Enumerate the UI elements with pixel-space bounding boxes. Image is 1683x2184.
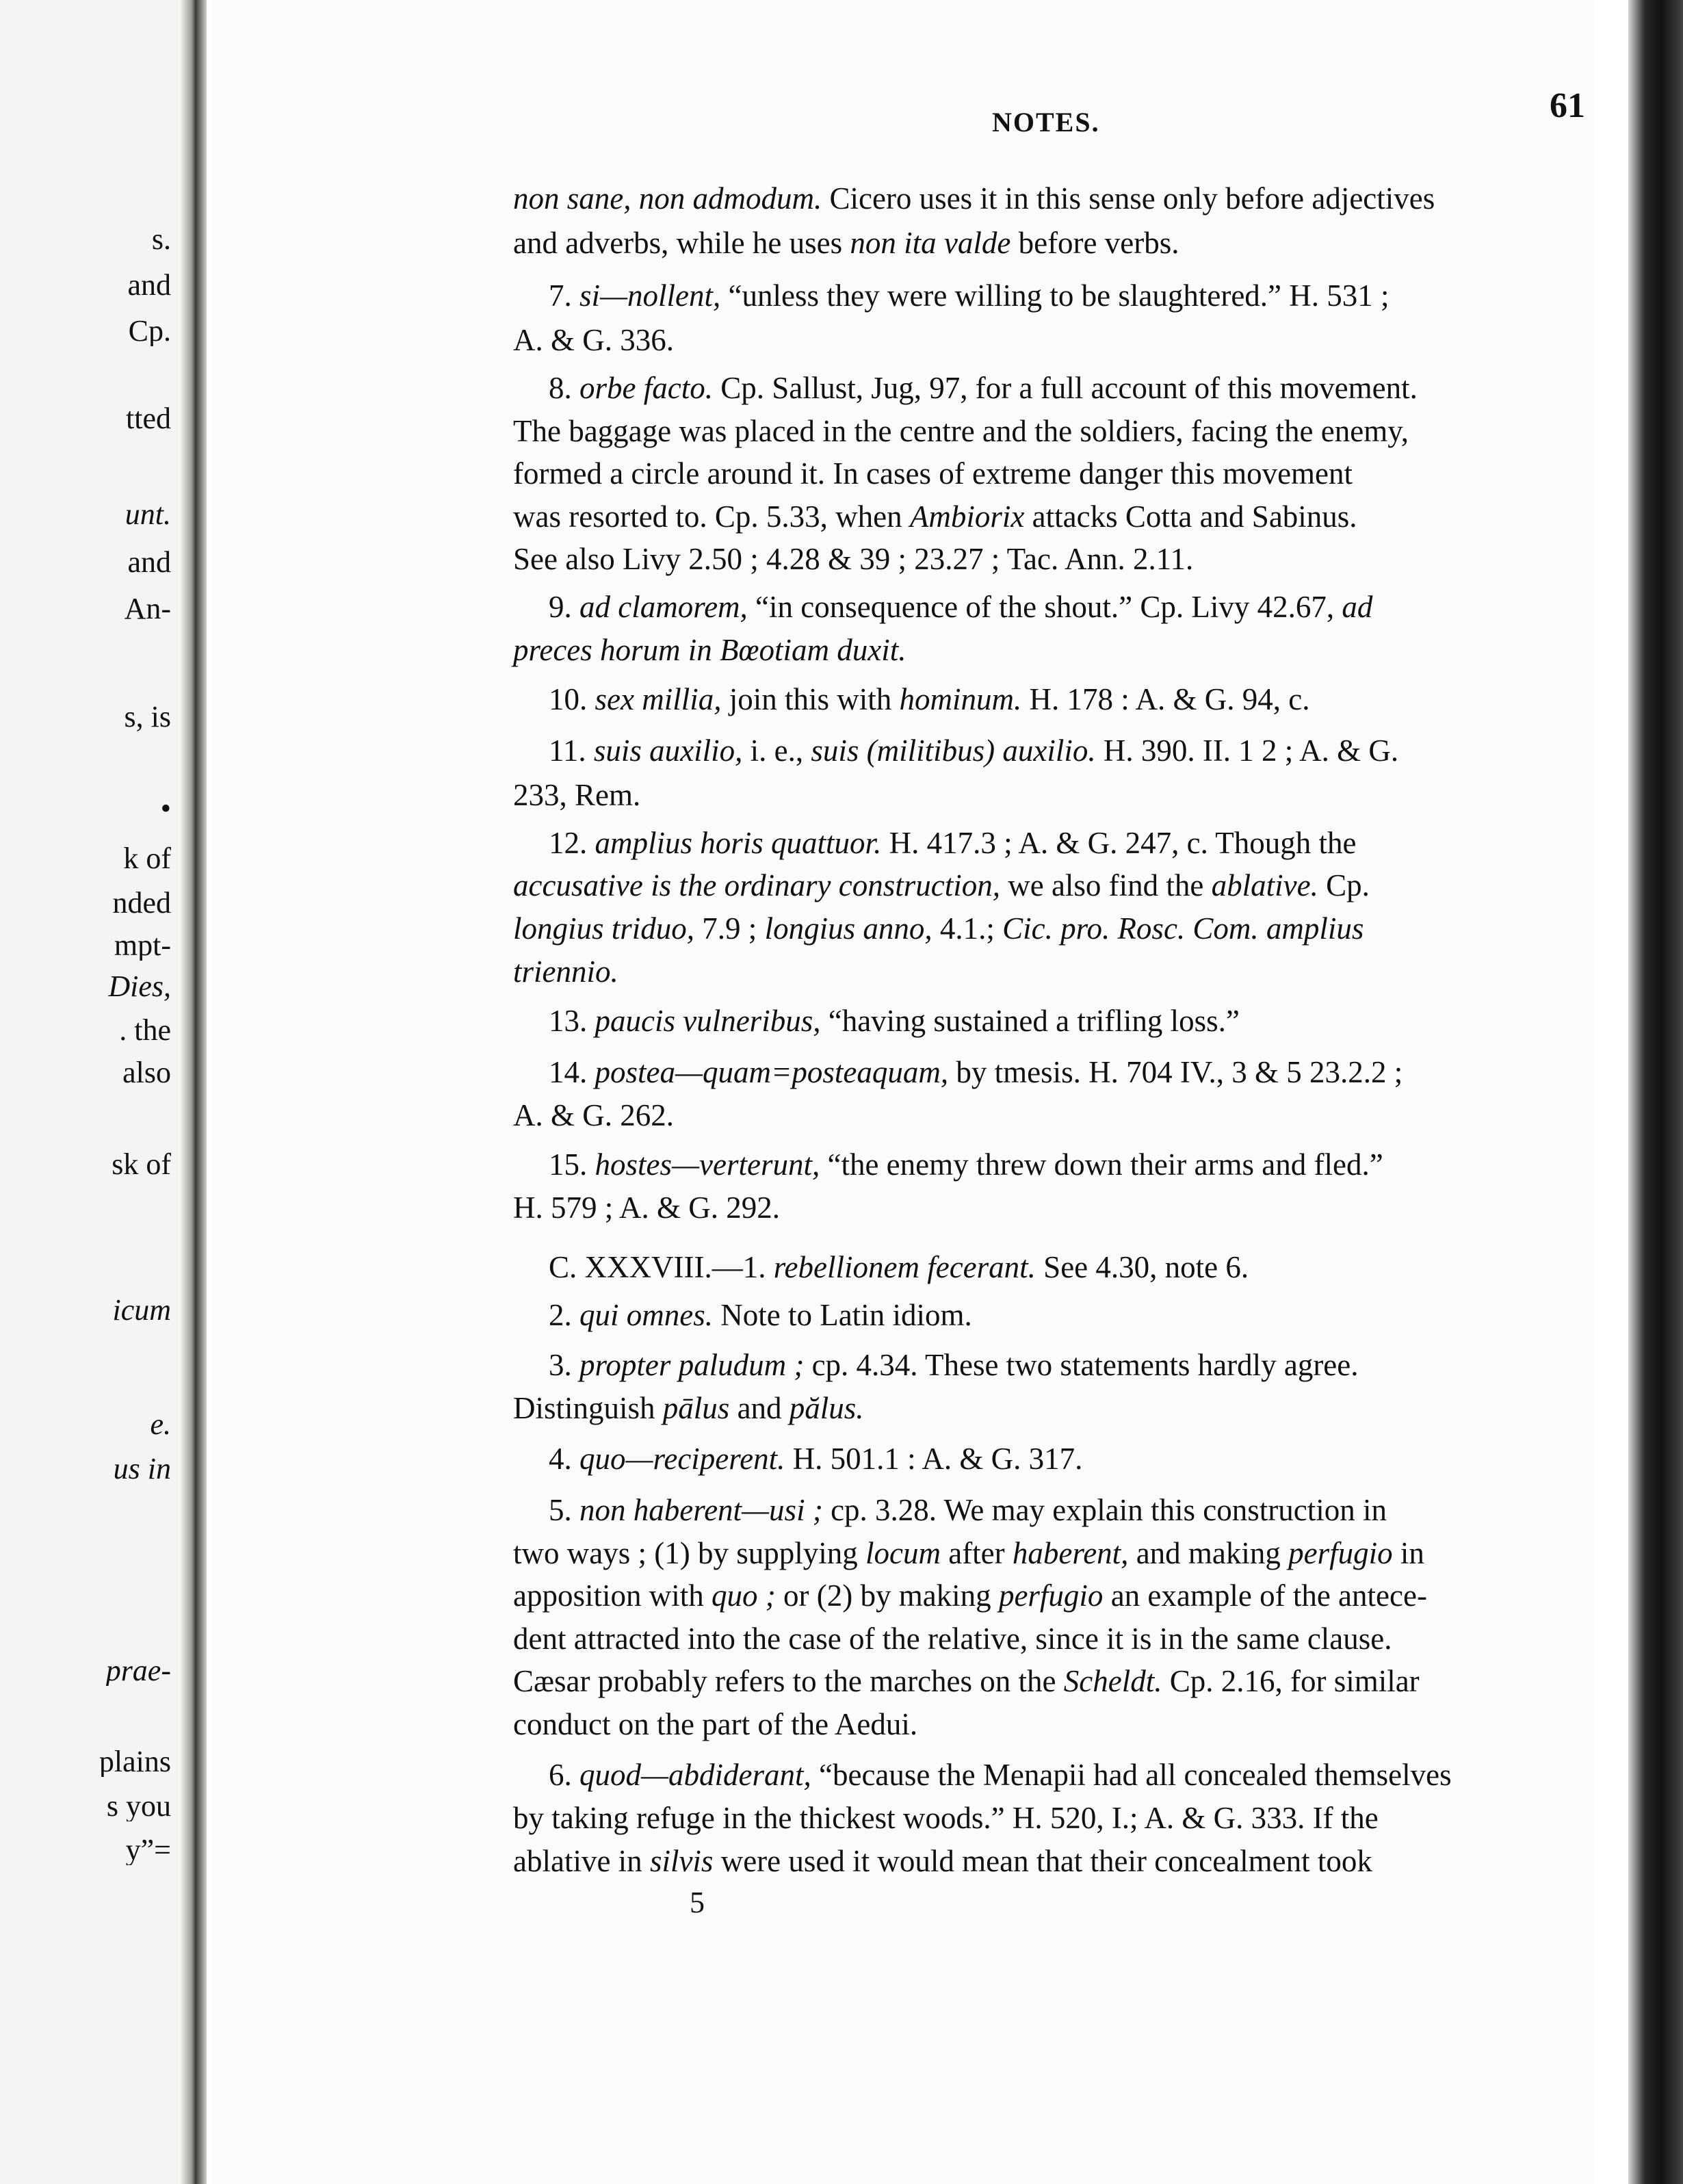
italic-span: accusative is the ordinary construction, bbox=[513, 868, 1000, 902]
text-line bbox=[549, 1350, 1359, 1381]
italic-span: quo—reciperent. bbox=[579, 1442, 785, 1476]
italic-span: silvis bbox=[649, 1844, 714, 1878]
italic-span: perfugio bbox=[998, 1578, 1104, 1613]
italic-span: rebellionem fecerant. bbox=[773, 1250, 1036, 1284]
left-page-fragment: An- bbox=[124, 594, 171, 624]
text-span: “having sustained a trifling loss.” bbox=[820, 1004, 1240, 1038]
text-span: 11. bbox=[549, 733, 594, 768]
text-span: by tmesis. H. 704 IV., 3 & 5 23.2.2 ; bbox=[948, 1055, 1403, 1089]
text-span: H. 501.1 : A. & G. 317. bbox=[785, 1442, 1083, 1476]
text-span: was resorted to. Cp. 5.33, when bbox=[513, 499, 910, 534]
italic-span: quo ; bbox=[712, 1578, 776, 1613]
text-line bbox=[513, 1538, 1424, 1569]
text-line bbox=[549, 278, 1390, 313]
text-span: and bbox=[729, 1391, 790, 1425]
text-span: See also Livy 2.50 ; 4.28 & 39 ; 23.27 ; Tac. Ann. 2.11. bbox=[513, 542, 1194, 576]
text-span: H. 390. II. 1 2 ; A. & G. bbox=[1095, 733, 1399, 768]
text-line bbox=[513, 1709, 917, 1740]
text-span: Note to Latin idiom. bbox=[713, 1298, 972, 1332]
book-gutter bbox=[179, 0, 207, 2184]
text-span: “the enemy threw down their arms and fled.” bbox=[820, 1147, 1383, 1182]
italic-span: qui omnes. bbox=[579, 1298, 713, 1332]
italic-span: preces horum in Bœotiam duxit. bbox=[513, 633, 906, 667]
left-page-fragment: k of bbox=[123, 844, 171, 874]
text-span: 4. bbox=[549, 1442, 579, 1476]
text-line bbox=[549, 1006, 1240, 1037]
italic-span: hostes—verterunt, bbox=[595, 1147, 820, 1182]
text-line bbox=[549, 1149, 1383, 1180]
text-line bbox=[549, 733, 1399, 768]
text-span: Cæsar probably refers to the marches on the bbox=[513, 1664, 1064, 1698]
italic-span: non haberent—usi ; bbox=[579, 1493, 823, 1527]
text-span: Cp. 2.16, for similar bbox=[1162, 1664, 1420, 1698]
italic-span: suis (militibus) auxilio. bbox=[811, 733, 1096, 768]
text-line bbox=[549, 1057, 1402, 1088]
text-line bbox=[549, 373, 1418, 404]
left-page-fragment: Dies, bbox=[108, 972, 171, 1002]
text-span: were used it would mean that their concealment took bbox=[713, 1844, 1372, 1878]
text-line bbox=[513, 1624, 1392, 1654]
right-page bbox=[212, 0, 1594, 2184]
text-span: 10. bbox=[549, 682, 595, 716]
italic-span: pālus bbox=[662, 1391, 730, 1425]
text-line bbox=[549, 592, 1372, 623]
text-span: C. XXXVIII.—1. bbox=[549, 1250, 774, 1284]
left-page-fragment: and bbox=[127, 547, 171, 577]
italic-span: perfugio bbox=[1288, 1536, 1393, 1570]
text-span: 6. bbox=[549, 1758, 579, 1792]
text-span: A. & G. 262. bbox=[513, 1098, 674, 1132]
italic-span: non ita valde bbox=[850, 226, 1011, 260]
italic-span: Scheldt. bbox=[1063, 1664, 1162, 1698]
left-page-fragment: s, is bbox=[124, 702, 171, 732]
italic-span: non sane, non admodum. bbox=[513, 181, 822, 216]
text-line bbox=[513, 499, 1357, 534]
text-span: H. 178 : A. & G. 94, c. bbox=[1021, 682, 1310, 716]
left-page-fragment: e. bbox=[150, 1409, 171, 1440]
text-span: join this with bbox=[721, 682, 900, 716]
text-span: H. 579 ; A. & G. 292. bbox=[513, 1191, 781, 1225]
text-line bbox=[513, 1393, 864, 1424]
text-span: “in consequence of the shout.” Cp. Livy 42.67, bbox=[747, 590, 1342, 624]
italic-span: si—nollent, bbox=[579, 278, 721, 313]
text-span: A. & G. 336. bbox=[513, 323, 674, 357]
right-page-edge bbox=[1628, 0, 1683, 2184]
text-span: 2. bbox=[549, 1298, 579, 1332]
text-span: 7. bbox=[549, 278, 579, 313]
text-span: 4.1.; bbox=[932, 911, 1003, 946]
text-span: in bbox=[1392, 1536, 1424, 1570]
text-line bbox=[513, 325, 674, 356]
text-span: and making bbox=[1128, 1536, 1289, 1570]
text-span: i. e., bbox=[742, 733, 811, 768]
left-page-fragment: s you bbox=[106, 1791, 171, 1821]
italic-span: postea—quam=posteaquam, bbox=[595, 1055, 949, 1089]
text-span: we also find the bbox=[1000, 868, 1212, 902]
text-span: two ways ; (1) by supplying bbox=[513, 1536, 865, 1570]
left-page-fragment: and bbox=[127, 270, 171, 300]
text-span: Distinguish bbox=[513, 1391, 663, 1425]
page-number: 61 bbox=[1550, 86, 1585, 125]
text-line bbox=[513, 913, 1364, 944]
text-line bbox=[549, 1252, 1249, 1283]
italic-span: pălus. bbox=[789, 1391, 864, 1425]
left-page-fragment: s. bbox=[151, 224, 171, 255]
left-page-fragment: • bbox=[160, 794, 171, 824]
text-span: “because the Menapii had all concealed themselves bbox=[811, 1758, 1452, 1792]
text-line bbox=[513, 1100, 674, 1131]
text-span: Cp. bbox=[1318, 868, 1370, 902]
text-line bbox=[513, 183, 1435, 214]
italic-span: sex millia, bbox=[595, 682, 722, 716]
text-span: an example of the antece- bbox=[1103, 1578, 1427, 1613]
text-line bbox=[513, 870, 1370, 901]
italic-span: propter paludum ; bbox=[579, 1348, 805, 1382]
left-page-fragment: icum bbox=[112, 1295, 171, 1325]
italic-span: paucis vulneribus, bbox=[595, 1004, 821, 1038]
left-page-fragment: also bbox=[122, 1058, 171, 1088]
text-line bbox=[513, 1193, 780, 1223]
italic-span: triennio. bbox=[513, 954, 618, 989]
text-line bbox=[513, 458, 1353, 489]
italic-span: amplius horis quattuor. bbox=[595, 826, 882, 860]
left-page-fragment: sk of bbox=[112, 1149, 171, 1180]
text-line bbox=[549, 1444, 1082, 1474]
text-line bbox=[513, 1666, 1420, 1697]
italic-span: ablative. bbox=[1211, 868, 1318, 902]
left-page-fragment: mpt- bbox=[114, 931, 171, 961]
text-span: formed a circle around it. In cases of extreme danger this movement bbox=[513, 456, 1353, 491]
text-span: 15. bbox=[549, 1147, 595, 1182]
text-line bbox=[513, 416, 1409, 447]
text-span: 12. bbox=[549, 826, 595, 860]
text-span: 13. bbox=[549, 1004, 595, 1038]
left-page-fragment: y”= bbox=[125, 1835, 171, 1865]
left-page-fragment: Cp. bbox=[128, 316, 171, 346]
text-line bbox=[549, 828, 1356, 859]
text-line bbox=[513, 954, 618, 989]
italic-span: orbe facto. bbox=[579, 371, 713, 405]
italic-span: suis auxilio, bbox=[593, 733, 743, 768]
text-span: cp. 4.34. These two statements hardly agree. bbox=[804, 1348, 1359, 1382]
text-span: The baggage was placed in the centre and the soldiers, facing the enemy, bbox=[513, 414, 1409, 448]
text-line bbox=[549, 1300, 972, 1331]
text-line bbox=[513, 1846, 1372, 1877]
text-line bbox=[549, 1495, 1387, 1526]
left-page-fragment: us in bbox=[113, 1454, 171, 1484]
text-line bbox=[549, 684, 1310, 715]
text-line bbox=[513, 780, 640, 811]
text-line bbox=[513, 544, 1193, 575]
left-page-fragment: nded bbox=[112, 888, 171, 918]
text-span: H. 417.3 ; A. & G. 247, c. Though the bbox=[881, 826, 1357, 860]
text-span: “unless they were willing to be slaughtered.” H. 531 ; bbox=[720, 278, 1390, 313]
text-span: 3. bbox=[549, 1348, 579, 1382]
left-page-fragment: . the bbox=[119, 1015, 171, 1045]
text-span: 8. bbox=[549, 371, 579, 405]
text-span: Cp. Sallust, Jug, 97, for a full account of this movement. bbox=[712, 371, 1418, 405]
text-span: 9. bbox=[549, 590, 579, 624]
text-span: after bbox=[940, 1536, 1013, 1570]
italic-span: Cic. pro. Rosc. Com. amplius bbox=[1002, 911, 1364, 946]
text-span: and adverbs, while he uses bbox=[513, 226, 850, 260]
italic-span: ad bbox=[1342, 590, 1373, 624]
signature-mark: 5 bbox=[690, 1886, 705, 1919]
text-span: attacks Cotta and Sabinus. bbox=[1024, 499, 1357, 534]
left-page-fragment: tted bbox=[126, 404, 171, 434]
italic-span: longius anno, bbox=[764, 911, 932, 946]
text-span: conduct on the part of the Aedui. bbox=[513, 1707, 918, 1741]
text-span: 5. bbox=[549, 1493, 579, 1527]
running-head: NOTES. bbox=[992, 107, 1100, 138]
text-line bbox=[549, 1760, 1452, 1791]
text-span: before verbs. bbox=[1010, 226, 1179, 260]
italic-span: ad clamorem, bbox=[579, 590, 748, 624]
text-span: 233, Rem. bbox=[513, 778, 641, 812]
text-line bbox=[513, 1578, 1427, 1613]
text-span: 7.9 ; bbox=[694, 911, 765, 946]
text-span: cp. 3.28. We may explain this construction in bbox=[822, 1493, 1387, 1527]
text-span: ablative in bbox=[513, 1844, 650, 1878]
text-line bbox=[513, 1803, 1379, 1834]
italic-span: haberent, bbox=[1012, 1536, 1129, 1570]
text-span: by taking refuge in the thickest woods.” H. 520, I.; A. & G. 333. If the bbox=[513, 1801, 1379, 1835]
text-span: Cicero uses it in this sense only before adjectives bbox=[822, 181, 1435, 216]
left-page-fragment: plains bbox=[99, 1747, 171, 1777]
italic-span: quod—abdiderant, bbox=[579, 1758, 811, 1792]
italic-span: longius triduo, bbox=[513, 911, 695, 946]
text-span: apposition with bbox=[513, 1578, 712, 1613]
text-span: 14. bbox=[549, 1055, 595, 1089]
left-page-fragment: unt. bbox=[125, 499, 171, 530]
italic-span: hominum. bbox=[899, 682, 1022, 716]
text-span: dent attracted into the case of the relative, since it is in the same clause. bbox=[513, 1622, 1392, 1656]
italic-span: Ambiorix bbox=[909, 499, 1025, 534]
italic-span: locum bbox=[865, 1536, 941, 1570]
text-span: or (2) by making bbox=[775, 1578, 999, 1613]
text-line bbox=[513, 635, 906, 666]
left-page-fragment: prae- bbox=[105, 1656, 171, 1686]
text-line bbox=[513, 228, 1179, 259]
text-span: See 4.30, note 6. bbox=[1035, 1250, 1249, 1284]
